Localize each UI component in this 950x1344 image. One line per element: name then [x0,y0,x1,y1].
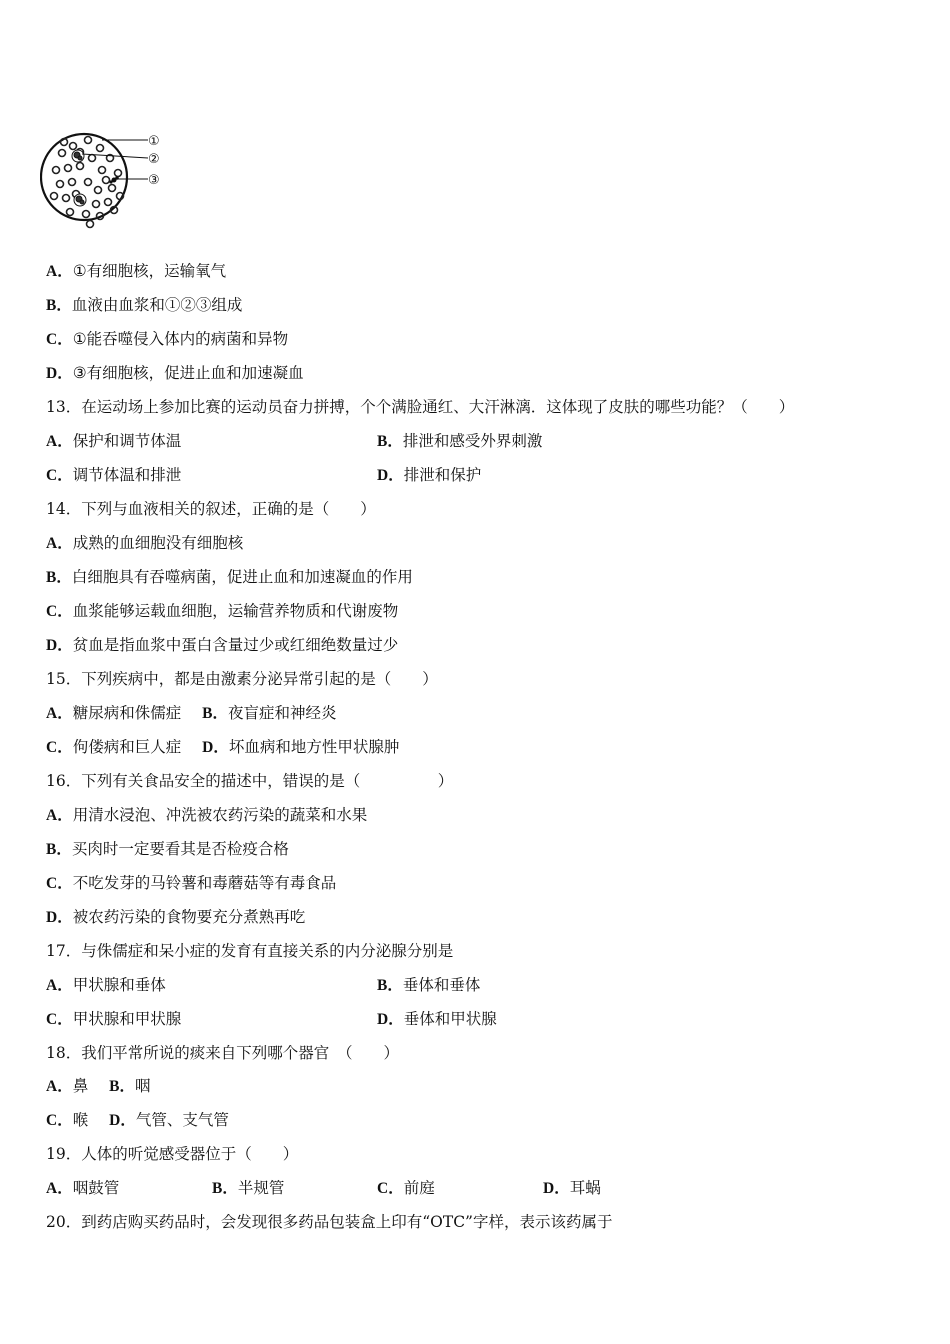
label-2: ② [148,152,160,167]
blood-smear-figure [40,118,180,238]
q13-options-row2 [46,465,926,486]
q14-stem: 14．下列与血液相关的叙述，正确的是（ ） [46,500,376,518]
q12-option-d: D．③有细胞核，促进止血和加速凝血 [46,364,304,382]
q18-option-c: C．喉 [46,1111,89,1129]
q16-option-d: D．被农药污染的食物要充分煮熟再吃 [46,908,306,926]
label-3: ③ [148,173,160,188]
q17-options-row1 [46,975,926,996]
q15-option-a: A．糖尿病和侏儒症 [46,704,182,722]
q12-option-a: A．①有细胞核，运输氧气 [46,262,227,280]
q18-option-d: D．气管、支气管 [109,1111,229,1129]
q19-option-b: B．半规管 [212,1179,285,1197]
q16-stem: 16．下列有关食品安全的描述中，错误的是（ ） [46,772,454,790]
q12-option-c: C．①能吞噬侵入体内的病菌和异物 [46,330,289,348]
q15-stem: 15．下列疾病中，都是由激素分泌异常引起的是（ ） [46,670,438,688]
q13-options-row1 [46,431,926,452]
q18-options-row2 [46,1110,229,1131]
q14-option-b: B．白细胞具有吞噬病菌，促进止血和加速凝血的作用 [46,568,413,586]
q17-stem: 17．与侏儒症和呆小症的发育有直接关系的内分泌腺分别是 [46,942,454,960]
q14-option-d: D．贫血是指血浆中蛋白含量过少或红细绝数量过少 [46,636,399,654]
q15-option-c: C．佝偻病和巨人症 [46,738,182,756]
q18-stem: 18．我们平常所说的痰来自下列哪个器官 （ ） [46,1044,399,1062]
q19-option-d: D．耳蜗 [543,1179,601,1197]
q18-option-b: B．咽 [109,1077,151,1095]
blood-smear-diagram [40,118,180,238]
q19-stem: 19．人体的听觉感受器位于（ ） [46,1145,299,1163]
q14-option-a: A．成熟的血细胞没有细胞核 [46,534,244,552]
q17-option-d: D．垂体和甲状腺 [377,1010,497,1028]
q19-option-c: C．前庭 [377,1179,435,1197]
q13-stem: 13．在运动场上参加比赛的运动员奋力拼搏，个个满脸通红、大汗淋漓．这体现了皮肤的哪些功能？（ ） [46,398,795,416]
q12-option-b: B．血液由血浆和①②③组成 [46,296,243,314]
label-1: ① [148,134,160,149]
q17-option-b: B．垂体和垂体 [377,976,481,994]
q18-option-a: A．鼻 [46,1077,89,1095]
q17-options-row2 [46,1009,926,1030]
q16-option-b: B．买肉时一定要看其是否检疫合格 [46,840,289,858]
q16-option-a: A．用清水浸泡、冲洗被农药污染的蔬菜和水果 [46,806,368,824]
q19-option-a: A．咽鼓管 [46,1179,120,1197]
q13-option-b: B．排泄和感受外界刺激 [377,432,543,450]
q18-options-row1 [46,1076,151,1097]
q15-option-d: D．坏血病和地方性甲状腺肿 [202,738,400,756]
q17-option-c: C．甲状腺和甲状腺 [46,1010,182,1028]
q15-options-row1 [46,703,337,724]
q13-option-d: D．排泄和保护 [377,466,482,484]
q13-option-a: A．保护和调节体温 [46,432,182,450]
q20-stem: 20．到药店购买药品时，会发现很多药品包装盒上印有“OTC”字样，表示该药属于 [46,1213,613,1231]
q19-options-row [46,1178,926,1199]
q15-options-row2 [46,737,399,758]
q16-option-c: C．不吃发芽的马铃薯和毒蘑菇等有毒食品 [46,874,337,892]
q15-option-b: B．夜盲症和神经炎 [202,704,337,722]
q13-option-c: C．调节体温和排泄 [46,466,182,484]
q17-option-a: A．甲状腺和垂体 [46,976,166,994]
q14-option-c: C．血浆能够运载血细胞，运输营养物质和代谢废物 [46,602,399,620]
